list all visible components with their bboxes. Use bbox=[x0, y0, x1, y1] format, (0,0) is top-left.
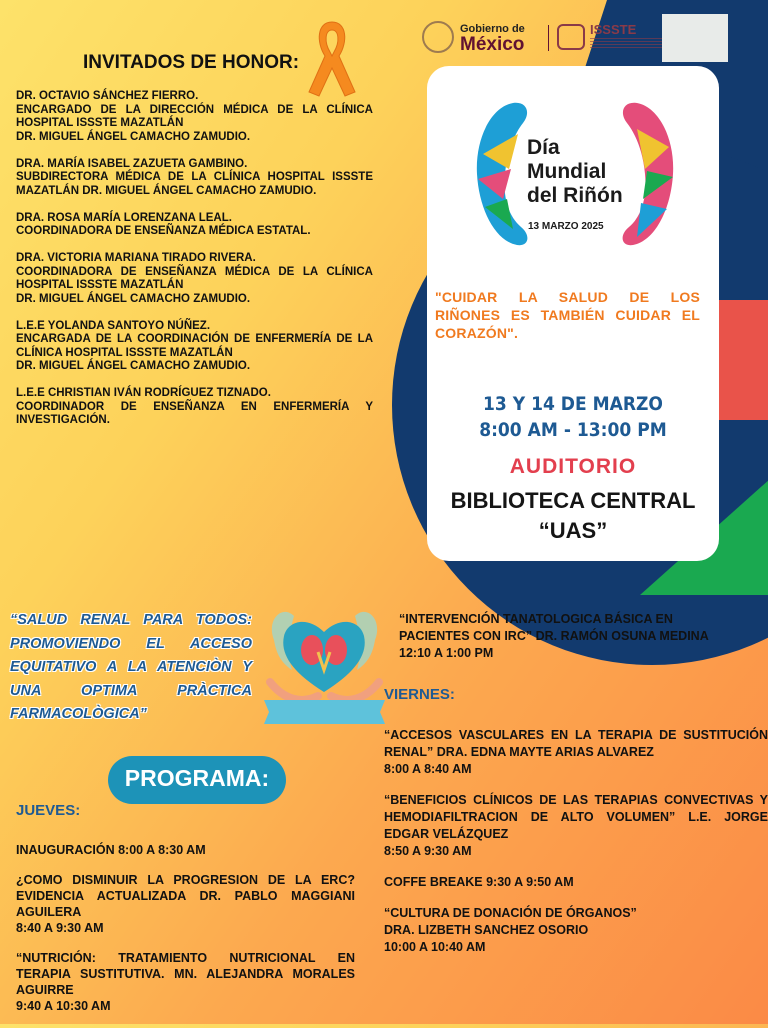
venue-line-1: BIBLIOTECA CENTRAL bbox=[450, 488, 696, 513]
program-item: ¿COMO DISMINUIR LA PROGRESION DE LA ERC? EVIDENCIA ACTUALIZADA DR. PABLO MAGGIANI AGUILERA 8:40 A 9:30 AM bbox=[16, 873, 355, 935]
awareness-ribbon-icon bbox=[303, 18, 361, 98]
issste-label: ISSSTE bbox=[590, 22, 637, 37]
issste-seal-icon bbox=[557, 24, 585, 50]
event-hours: 8:00 AM - 13:00 PM bbox=[479, 419, 667, 441]
event-date: 13 MARZO 2025 bbox=[528, 221, 604, 232]
left-kidney-icon bbox=[473, 99, 533, 249]
guests-list bbox=[16, 90, 373, 441]
portrait-image bbox=[662, 14, 728, 62]
thursday-program-continued: “INTERVENCIÓN TANATOLOGICA BÁSICA EN PACIENTES CON IRC” DR. RAMÓN OSUNA MEDINA 12:10 A 1:00 PM bbox=[399, 612, 709, 660]
logo-divider bbox=[548, 25, 549, 51]
event-title: Día Mundial del Riñón bbox=[527, 136, 623, 207]
thursday-program bbox=[16, 842, 355, 1028]
theme-slogan: “SALUD RENAL PARA TODOS: PROMOVIENDO EL ACCESO EQUITATIVO A LA ATENCIÒN Y UNA OPTIMA PRÀCTICA FARMACOLÒGICA” bbox=[10, 612, 252, 722]
guest-item: DR. OCTAVIO SÁNCHEZ FIERRO. ENCARGADO DE LA DIRECCIÓN MÉDICA DE LA CLÍNICA HOSPITAL ISSSTE MAZATLÁN DR. MIGUEL ÁNGEL CAMACHO ZAMUDIO. bbox=[16, 90, 373, 143]
red-accent-shape bbox=[718, 300, 768, 420]
header-logos bbox=[422, 20, 752, 60]
event-schedule bbox=[427, 391, 719, 443]
guest-item: L.E.E YOLANDA SANTOYO NÚÑEZ. ENCARGADA DE LA COORDINACIÓN DE ENFERMERÍA DE LA CLÍNICA HOSPITAL ISSSTE MAZATLÁN DR. MIGUEL ÁNGEL CAMACHO ZAMUDIO. bbox=[16, 319, 373, 372]
thursday-heading: JUEVES: bbox=[16, 802, 81, 819]
mexico-seal-icon bbox=[422, 21, 454, 53]
friday-program bbox=[384, 727, 768, 970]
right-kidney-icon bbox=[617, 99, 677, 249]
guest-item: L.E.E CHRISTIAN IVÁN RODRÍGUEZ TIZNADO. COORDINADOR DE ENSEÑANZA EN ENFERMERÍA Y INVESTIGACIÓN. bbox=[16, 387, 373, 426]
venue-name bbox=[427, 486, 719, 546]
guests-title: INVITADOS DE HONOR: bbox=[83, 52, 300, 73]
event-quote: "CUIDAR LA SALUD DE LOS RIÑONES ES TAMBIÉN CUIDAR EL CORAZÓN". bbox=[435, 289, 700, 341]
issste-subtitle-lines bbox=[590, 38, 668, 50]
gobierno-label: Gobierno de bbox=[460, 23, 525, 35]
event-card bbox=[427, 66, 719, 561]
mexico-label: México bbox=[460, 34, 525, 55]
friday-heading: VIERNES: bbox=[384, 686, 455, 703]
program-item: INAUGURACIÓN 8:00 A 8:30 AM bbox=[16, 843, 206, 857]
program-item: COFFE BREAKE 9:30 A 9:50 AM bbox=[384, 875, 574, 889]
venue-line-2: “UAS” bbox=[538, 518, 608, 543]
guest-item: DRA. VICTORIA MARIANA TIRADO RIVERA. COORDINADORA DE ENSEÑANZA MÉDICA DE LA CLÍNICA HOSPITAL ISSSTE MAZATLÁN DR. MIGUEL ÁNGEL CAMACHO ZAMUDIO. bbox=[16, 252, 373, 305]
programa-banner: PROGRAMA: bbox=[108, 756, 286, 804]
heart-kidney-illustration bbox=[262, 600, 387, 730]
guest-item: DRA. ROSA MARÍA LORENZANA LEAL. COORDINADORA DE ENSEÑANZA MÉDICA ESTATAL. bbox=[16, 211, 311, 237]
program-item: “BENEFICIOS CLÍNICOS DE LAS TERAPIAS CONVECTIVAS Y HEMODIAFILTRACION DE ALTO VOLUMEN” L.E. JORGE EDGAR VELÁZQUEZ 8:50 A 9:30 AM bbox=[384, 793, 768, 858]
program-item: “NUTRICIÓN: TRATAMIENTO NUTRICIONAL EN TERAPIA SUSTITUTIVA. MN. ALEJANDRA MORALES AGUIRRE 9:40 A 10:30 AM bbox=[16, 951, 355, 1013]
event-days: 13 Y 14 DE MARZO bbox=[483, 393, 663, 415]
venue-label: AUDITORIO bbox=[509, 455, 637, 478]
guest-item: DRA. MARÍA ISABEL ZAZUETA GAMBINO. SUBDIRECTORA MÉDICA DE LA CLÍNICA HOSPITAL ISSSTE MAZATLÁN DR. MIGUEL ÁNGEL CAMACHO ZAMUDIO. bbox=[16, 157, 373, 197]
program-item: “ACCESOS VASCULARES EN LA TERAPIA DE SUSTITUCIÓN RENAL” DRA. EDNA MAYTE ARIAS ALVAREZ 8:00 A 8:40 AM bbox=[384, 728, 768, 776]
program-item: “CULTURA DE DONACIÓN DE ÓRGANOS” DRA. LIZBETH SANCHEZ OSORIO 10:00 A 10:40 AM bbox=[384, 906, 637, 954]
